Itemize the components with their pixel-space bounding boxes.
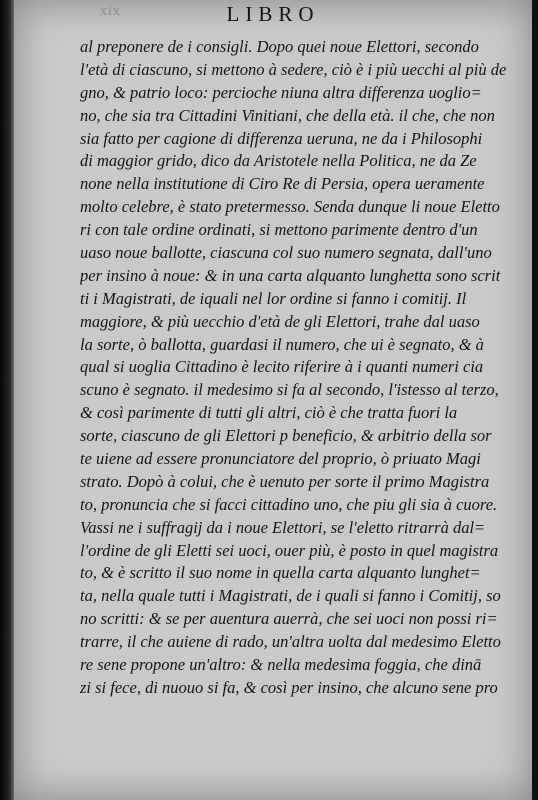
page-number: xix xyxy=(100,4,121,19)
text-line: none nella institutione di Ciro Re di Persia, opera ueramente xyxy=(80,174,485,194)
text-line: l'ordine de gli Eletti sei uoci, ouer più, è posto in quel magistra xyxy=(80,540,499,560)
text-line: al preponere de i consigli. Dopo quei noue Elettori, secondo xyxy=(80,37,479,56)
text-line: te uiene ad essere pronunciatore del proprio, ò priuato Magi xyxy=(80,449,481,469)
text-line: la sorte, ò ballotta, guardasi il numero, che ui è segnato, & à xyxy=(80,334,484,354)
text-line: sorte, ciascuno de gli Elettori p beneficio, & arbitrio della sor xyxy=(80,426,492,446)
text-line: molto celebre, è stato pretermesso. Senda dunque li noue Eletto xyxy=(80,197,500,217)
text-line: gno, & patrio loco: percioche niuna altra differenza uoglio= xyxy=(80,82,482,102)
text-line: no scritti: & se per auentura auerrà, che sei uoci non possi ri= xyxy=(80,609,498,629)
text-line: l'età di ciascuno, si mettono à sedere, ciò è i più uecchi al più de xyxy=(80,59,507,79)
text-line: strato. Dopò à colui, che è uenuto per sorte il primo Magistra xyxy=(80,471,490,491)
text-line: ri con tale ordine ordinati, si mettono parimente dentro d'un xyxy=(80,220,478,240)
text-line: scuno è segnato. il medesimo si fa al secondo, l'istesso al terzo, xyxy=(80,380,499,400)
text-line: zi si fece, di nuouo si fa, & così per insino, che alcuno sene pro xyxy=(80,677,498,697)
text-line: di maggior grido, dico da Aristotele nella Politica, ne da Ze xyxy=(80,151,477,171)
text-line: maggiore, & più uecchio d'età de gli Elettori, trahe dal uaso xyxy=(80,311,480,331)
text-line: sia fatto per cagione di differenza ueruna, ne da i Philosophi xyxy=(80,128,483,148)
text-line: no, che sia tra Cittadini Vinitiani, che della età. il che, che non xyxy=(80,105,495,125)
book-page xyxy=(14,0,532,800)
text-line: re sene propone un'altro: & nella medesima foggia, che dinā xyxy=(80,655,482,675)
running-head: LIBRO xyxy=(226,2,320,26)
text-line: to, pronuncia che si facci cittadino uno, che piu gli sia à cuore. xyxy=(80,494,498,514)
text-line: ti i Magistrati, de iquali nel lor ordine si fanno i comitij. Il xyxy=(80,288,467,308)
text-line: per insino à noue: & in una carta alquanto lunghetta sono scrit xyxy=(80,265,501,285)
text-line: to, & è scritto il suo nome in quella carta alquanto lunghet= xyxy=(80,563,481,583)
text-line: & così parimente di tutti gli altri, ciò è che tratta fuori la xyxy=(80,403,458,423)
text-line: qual si uoglia Cittadino è lecito riferire à i quanti numeri cia xyxy=(80,357,484,377)
text-line: trarre, il che auiene di rado, un'altra uolta dal medesimo Eletto xyxy=(80,632,501,652)
page-header xyxy=(14,2,532,32)
body-text xyxy=(80,36,518,700)
text-line: ta, nella quale tutti i Magistrati, de i quali si fanno i Comitij, so xyxy=(80,586,501,606)
page-gutter-shadow xyxy=(0,0,14,800)
text-line: Vassi ne i suffragij da i noue Elettori, se l'eletto ritrarrà dal= xyxy=(80,517,486,537)
text-line: uaso noue ballotte, ciascuna col suo numero segnata, dall'uno xyxy=(80,243,492,263)
